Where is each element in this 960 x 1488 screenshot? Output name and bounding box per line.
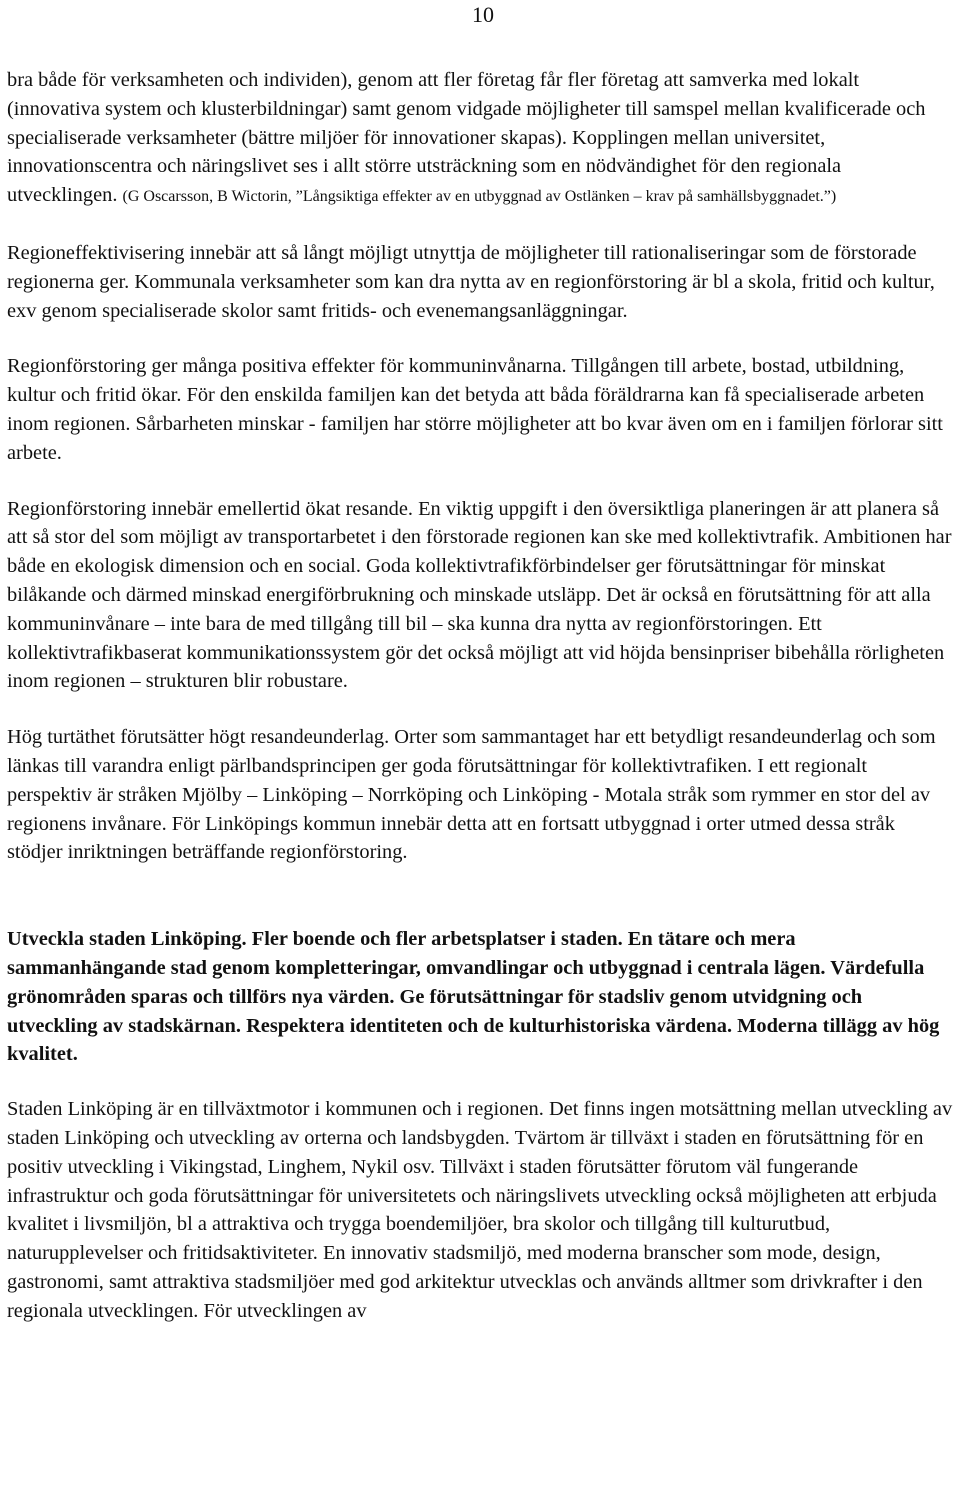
- paragraph-region-efficiency: Regioneffektivisering innebär att så långt möjligt utnyttja de möjligheter till rationaliseringar som de förstorade regionerna ger. Kommunala verksamheter som kan dra nytta av en regionförstoring är bl a skola, fritid och kultur, exv genom specialiserade skolor samt fritids- och evenemangsanläggningar.: [7, 241, 935, 322]
- paragraph-increased-travel: Regionförstoring innebär emellertid ökat resande. En viktig uppgift i den översiktliga planeringen är att planera så att så stor del som möjligt av transportarbetet i den förstorade regionen kan ske med kollektivtrafik. Ambitionen har både en ekologisk dimension och en social. Goda kollektivtrafikförbindelser ger förutsättningar för minskat bilåkande och därmed minskad energiförbrukning och minskade utsläpp. Det är också en förutsättning för att alla kommuninvånare – inte bara de med tillgång till bil – ska kunna dra nytta av regionförstoringen. Ett kollektivtrafikbaserat kommunikationssystem gör det också möjligt att vid höjda bensinpriser bibehålla rörligheten inom regionen – strukturen blir robustare.: [7, 497, 952, 693]
- document-body: [7, 66, 953, 1325]
- citation: (G Oscarsson, B Wictorin, ”Långsiktiga effekter av en utbyggnad av Ostlänken – krav på samhällsbyggnadet.”): [122, 188, 837, 206]
- page-number: 10: [472, 2, 494, 27]
- paragraph-city-growth: Staden Linköping är en tillväxtmotor i kommunen och i regionen. Det finns ingen motsättning mellan utveckling av staden Linköping och utveckling av orterna och landsbygden. Tvärtom är tillväxt i staden en förutsättning för en positiv utveckling i Vikingstad, Linghem, Nykil osv. Tillväxt i staden förutsätter förutom väl fungerande infrastruktur och goda förutsättningar för universitetets och näringslivets utveckling också möjligheten att erbjuda kvalitet i livsmiljön, bl a attraktiva och trygga boendemiljöer, bra skolor och tillgång till kulturutbud, naturupplevelser och fritidsaktiviteter. En innovativ stadsmiljö, med moderna branscher som mode, design, gastronomi, samt attraktiva stadsmiljöer med god arkitektur utvecklas och används alltmer som drivkrafter i den regionala utvecklingen. För utvecklingen av: [7, 1098, 953, 1322]
- paragraph-regional-innovation: [7, 66, 953, 212]
- paragraph-positive-effects: Regionförstoring ger många positiva effekter för kommuninvånarna. Tillgången till arbete, bostad, utbildning, kultur och fritid ökar. För den enskilda familjen kan det betyda att båda föräldrarna kan få specialiserade arbeten inom regionen. Sårbarheten minskar - familjen har större möjligheter att bo kvar även om en i familjen förlorar sitt arbete.: [7, 355, 943, 464]
- paragraph-text: bra både för verksamheten och individen), genom att fler företag får fler företag att samverka med lokalt (innovativa system och klusterbildningar) samt genom vidgade möjligheter till samspel mellan kvalificerade och specialiserade verksamheter (bättre miljöer för innovationer skapas). Kopplingen mellan universitet, innovationscentra och näringslivet ses i allt större utsträckning som en nödvändighet för den regionala utvecklingen.: [7, 69, 926, 207]
- paragraph-develop-linkoping-heading: Utveckla staden Linköping. Fler boende och fler arbetsplatser i staden. En tätare och mera sammanhängande stad genom kompletteringar, omvandlingar och utbyggnad i centrala lägen. Värdefulla grönområden sparas och tillförs nya värden. Ge förutsättningar för stadsliv genom utvidgning och utveckling av stadskärnan. Respektera identiteten och de kulturhistoriska värdena. Moderna tillägg av hög kvalitet.: [7, 928, 940, 1066]
- paragraph-high-frequency: Hög turtäthet förutsätter högt resandeunderlag. Orter som sammantaget har ett betydligt resandeunderlag och som länkas till varandra enligt pärlbandsprincipen ger goda förutsättningar för kollektivtrafiken. I ett regionalt perspektiv är stråken Mjölby – Linköping – Norrköping och Linköping - Motala stråk som rymmer en stor del av regionens invånare. För Linköpings kommun innebär detta att en fortsatt utbyggnad i orter utmed dessa stråk stödjer inriktningen beträffande regionförstoring.: [7, 726, 936, 864]
